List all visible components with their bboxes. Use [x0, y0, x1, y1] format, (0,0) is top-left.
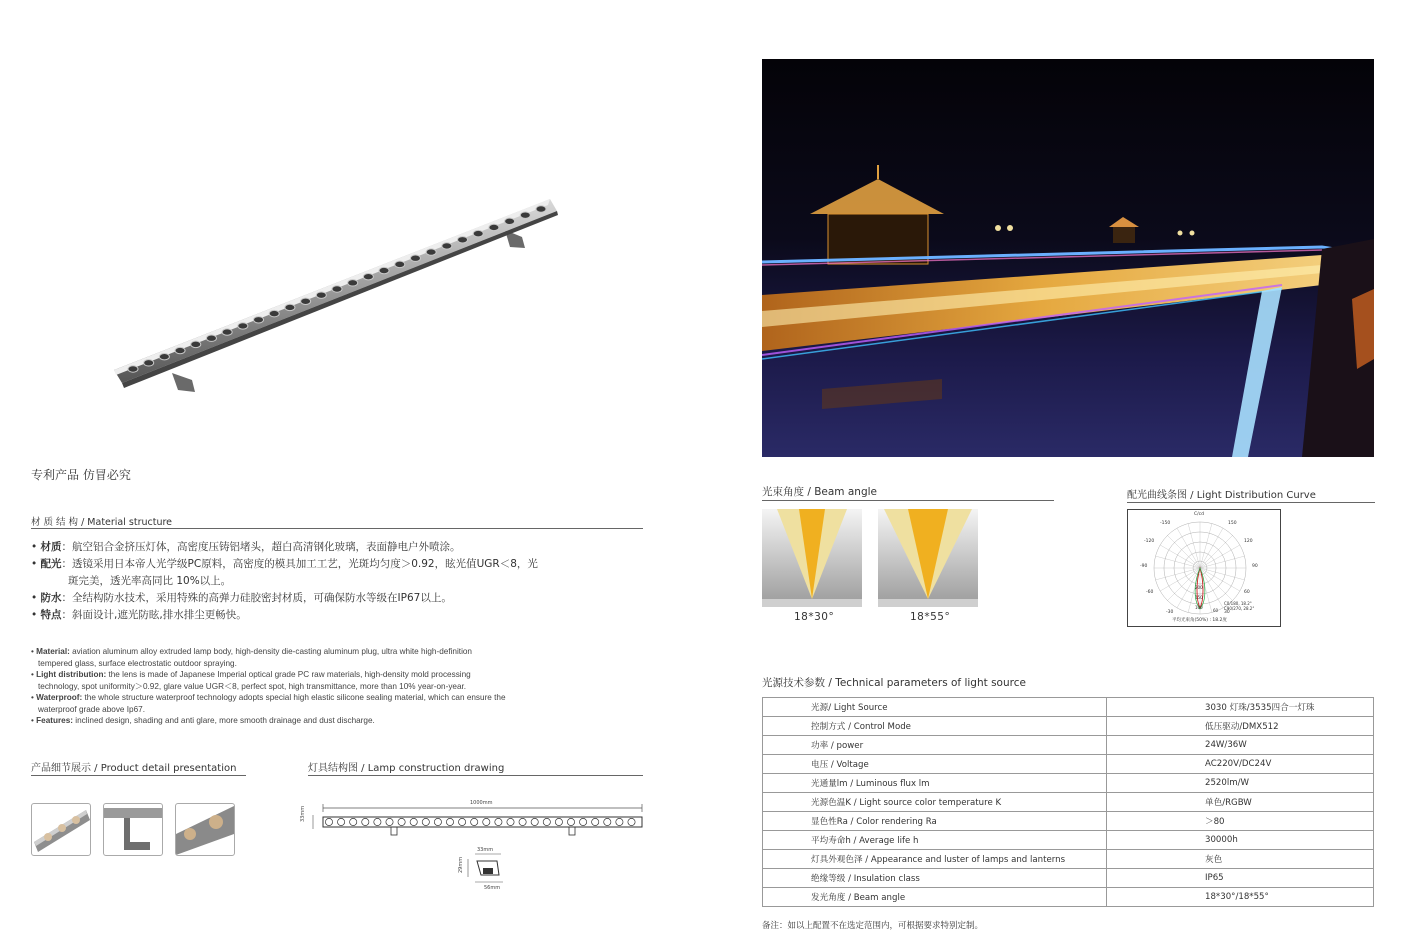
led-lens — [379, 267, 389, 273]
tech-param-value: 18*30°/18*55° — [1107, 888, 1374, 907]
tech-table — [762, 697, 1374, 907]
polar-right-label-3: 90 — [1252, 564, 1258, 569]
led-lens — [159, 353, 169, 359]
led-lens — [191, 341, 201, 347]
drawing-led — [531, 818, 538, 825]
led-lens — [458, 237, 468, 243]
polar-spoke — [1167, 535, 1200, 568]
dim-height-label: 33mm — [300, 805, 306, 822]
polar-radial-4: 60 — [1213, 608, 1219, 613]
drawing-led — [362, 818, 369, 825]
tech-param-value: 单色/RGBW — [1107, 793, 1374, 812]
drawing-led — [350, 818, 357, 825]
led-lens — [269, 310, 279, 316]
led-lens — [410, 255, 420, 261]
tech-param-name: 发光角度 / Beam angle — [763, 888, 1107, 907]
dim-length-label: 1000mm — [470, 800, 493, 806]
polar-footer: 平均光束角(50%) : 18.2度 — [1172, 618, 1227, 623]
drawing-led — [495, 818, 502, 825]
polar-spoke — [1188, 524, 1200, 568]
tech-row — [763, 736, 1374, 755]
beam-heading: 光束角度 / Beam angle — [762, 486, 878, 498]
led-lens — [316, 292, 326, 298]
led-lens — [206, 335, 216, 341]
led-lens — [222, 329, 232, 335]
cn-item-waterproof: • 防水：全结构防水技术，采用特殊的高弹力硅胶密封材质，可确保防水等级在IP67以上。 — [31, 592, 452, 604]
drawing-led — [592, 818, 599, 825]
led-lens — [505, 218, 515, 224]
led-lens — [348, 280, 358, 286]
polar-left-label-1: -150 — [1160, 521, 1171, 526]
polar-radial-1: 200 — [1195, 585, 1203, 590]
dim-top-label: 33mm — [477, 847, 494, 853]
drawing-led — [543, 818, 550, 825]
detail-rule — [31, 775, 246, 776]
drawing-led — [628, 818, 635, 825]
en-item-light: • Light distribution: the lens is made of Japanese Imperial optical grade PC raw materials, high-density mold processing — [31, 670, 471, 679]
tech-row — [763, 698, 1374, 717]
polar-right-label-4: 60 — [1244, 590, 1250, 595]
tech-param-name: 功率 / power — [763, 736, 1107, 755]
tech-param-value: 灰色 — [1107, 850, 1374, 869]
tech-row — [763, 774, 1374, 793]
en-item-features: • Features: inclined design, shading and anti glare, more smooth drainage and dust discharge. — [31, 716, 375, 725]
drawing-led — [325, 818, 332, 825]
led-lens — [442, 243, 452, 249]
material-heading: 材 质 结 构 / Material structure — [31, 517, 173, 528]
led-lens — [144, 360, 154, 366]
polar-spoke — [1200, 568, 1240, 591]
polar-spoke — [1177, 528, 1200, 568]
tech-note: 备注：如以上配置不在选定范围内，可根据要求特别定制。 — [762, 921, 984, 931]
beam-rule — [762, 500, 1054, 501]
polar-spoke — [1156, 556, 1200, 568]
tech-param-value: 3030 灯珠/3535四合一灯珠 — [1107, 698, 1374, 717]
tech-param-name: 控制方式 / Control Mode — [763, 717, 1107, 736]
tech-row — [763, 793, 1374, 812]
tech-param-value: 低压驱动/DMX512 — [1107, 717, 1374, 736]
tech-row — [763, 755, 1374, 774]
led-lens — [238, 323, 248, 329]
polar-chart — [1127, 509, 1281, 627]
construction-rule — [308, 775, 643, 776]
tech-param-value: AC220V/DC24V — [1107, 755, 1374, 774]
drawing-led — [338, 818, 345, 825]
tech-param-name: 光源/ Light Source — [763, 698, 1107, 717]
product-image — [100, 185, 570, 405]
detail-thumb-2 — [103, 803, 163, 856]
polar-legend-2: C90/270, 28.2° — [1224, 606, 1255, 611]
cn-item-features: • 特点：斜面设计,遮光防眩,排水排尘更畅快。 — [31, 609, 247, 621]
led-lens — [426, 249, 436, 255]
detail-thumb-3 — [175, 803, 235, 856]
polar-spoke — [1200, 524, 1212, 568]
material-en-list — [31, 646, 533, 727]
polar-spoke — [1200, 556, 1244, 568]
drawing-led — [374, 818, 381, 825]
drawing-led — [434, 818, 441, 825]
beam-diagram-narrow — [762, 509, 862, 607]
polar-top-label: C/cd — [1194, 512, 1204, 517]
tech-row — [763, 831, 1374, 850]
tech-heading: 光源技术参数 / Technical parameters of light source — [762, 677, 1026, 689]
patent-notice: 专利产品 仿冒必究 — [31, 468, 131, 482]
tech-param-name: 光源色温K / Light source color temperature K — [763, 793, 1107, 812]
polar-spoke — [1160, 545, 1200, 568]
en-item-light-cont: technology, spot uniformity＞0.92, glare value UGR＜8, perfect spot, high transmittance, more than 10% year-on-year. — [38, 681, 467, 691]
curve-rule — [1127, 502, 1375, 503]
polar-radial-3: 100 — [1195, 605, 1203, 610]
curve-heading: 配光曲线条图 / Light Distribution Curve — [1127, 490, 1316, 501]
drawing-led — [446, 818, 453, 825]
tech-row — [763, 869, 1374, 888]
drawing-led — [398, 818, 405, 825]
material-cn-list — [31, 539, 631, 624]
drawing-led — [386, 818, 393, 825]
polar-radial-2: 150 — [1195, 595, 1203, 600]
drawing-led — [422, 818, 429, 825]
tech-param-value: ＞80 — [1107, 812, 1374, 831]
drawing-led — [604, 818, 611, 825]
led-lens — [520, 212, 530, 218]
tech-param-value: 2520lm/W — [1107, 774, 1374, 793]
polar-left-label-5: -30 — [1166, 610, 1174, 615]
tech-row — [763, 850, 1374, 869]
tech-param-name: 绝缘等级 / Insulation class — [763, 869, 1107, 888]
led-lens — [285, 304, 295, 310]
polar-spoke — [1200, 528, 1223, 568]
drawing-led — [459, 818, 466, 825]
tech-row — [763, 888, 1374, 907]
drawing-led — [580, 818, 587, 825]
tech-param-name: 平均寿命h / Average life h — [763, 831, 1107, 850]
led-lens — [363, 273, 373, 279]
polar-left-label-3: -90 — [1140, 564, 1148, 569]
material-rule — [31, 528, 643, 529]
drawing-led — [471, 818, 478, 825]
led-lens — [128, 366, 138, 372]
polar-spoke — [1200, 568, 1244, 580]
drawing-led — [483, 818, 490, 825]
polar-legend-1: C0/180, 18.2° — [1224, 601, 1252, 606]
polar-left-label-4: -60 — [1146, 590, 1154, 595]
detail-heading: 产品细节展示 / Product detail presentation — [31, 763, 237, 774]
construction-heading: 灯具结构图 / Lamp construction drawing — [308, 763, 505, 774]
tech-row — [763, 717, 1374, 736]
en-item-waterproof-cont: waterproof grade above Ip67. — [38, 704, 145, 714]
cn-item-light: • 配光：透镜采用日本帝人光学级PC原料，高密度的模具加工工艺，光斑均匀度＞0.92，眩光值UGR＜8，光 — [31, 558, 538, 570]
tech-param-name: 显色性Ra / Color rendering Ra — [763, 812, 1107, 831]
led-lens — [489, 224, 499, 230]
en-item-material-cont: tempered glass, surface electrostatic outdoor spraying. — [38, 658, 237, 668]
drawing-led — [519, 818, 526, 825]
led-lens — [332, 286, 342, 292]
polar-right-label-5: 30 — [1224, 610, 1230, 615]
drawing-led — [616, 818, 623, 825]
tech-param-value: 30000h — [1107, 831, 1374, 850]
tech-param-value: 24W/36W — [1107, 736, 1374, 755]
led-lens — [175, 347, 185, 353]
cn-item-light-cont: 斑完美，透光率高同比 10%以上。 — [68, 575, 232, 587]
dim-side-label: 29mm — [458, 856, 464, 873]
polar-right-label-2: 120 — [1244, 539, 1253, 544]
beam-label-narrow: 18*30° — [794, 611, 835, 623]
beam-label-wide: 18*55° — [910, 611, 951, 623]
en-item-material: • Material: aviation aluminum alloy extruded lamp body, high-density die-casting aluminum plug, ultra white high-definition — [31, 647, 472, 656]
polar-left-label-2: -120 — [1144, 539, 1155, 544]
night-scene-photo — [762, 59, 1374, 457]
drawing-led — [555, 818, 562, 825]
polar-spoke — [1156, 568, 1200, 580]
led-lens — [301, 298, 311, 304]
led-lens — [395, 261, 405, 267]
en-item-waterproof: • Waterproof: the whole structure waterproof technology adopts special high elastic silicone sealing material, which can ensure the — [31, 693, 506, 702]
drawing-led — [567, 818, 574, 825]
polar-spoke — [1200, 535, 1233, 568]
drawing-led — [410, 818, 417, 825]
cn-item-material: • 材质：航空铝合金挤压灯体，高密度压铸铝堵头，超白高清钢化玻璃，表面静电户外喷涂。 — [31, 541, 461, 553]
led-lens — [473, 230, 483, 236]
polar-right-label-1: 150 — [1228, 521, 1237, 526]
tech-param-name: 光通量lm / Luminous flux lm — [763, 774, 1107, 793]
led-lens — [536, 206, 546, 212]
beam-diagram-wide — [878, 509, 978, 607]
drawing-led — [507, 818, 514, 825]
detail-thumb-1 — [31, 803, 91, 856]
led-lens — [254, 317, 264, 323]
polar-spoke — [1200, 545, 1240, 568]
tech-param-name: 灯具外观色泽 / Appearance and luster of lamps and lanterns — [763, 850, 1107, 869]
tech-param-name: 电压 / Voltage — [763, 755, 1107, 774]
dim-bottom-label: 56mm — [484, 885, 501, 891]
tech-param-value: IP65 — [1107, 869, 1374, 888]
tech-row — [763, 812, 1374, 831]
